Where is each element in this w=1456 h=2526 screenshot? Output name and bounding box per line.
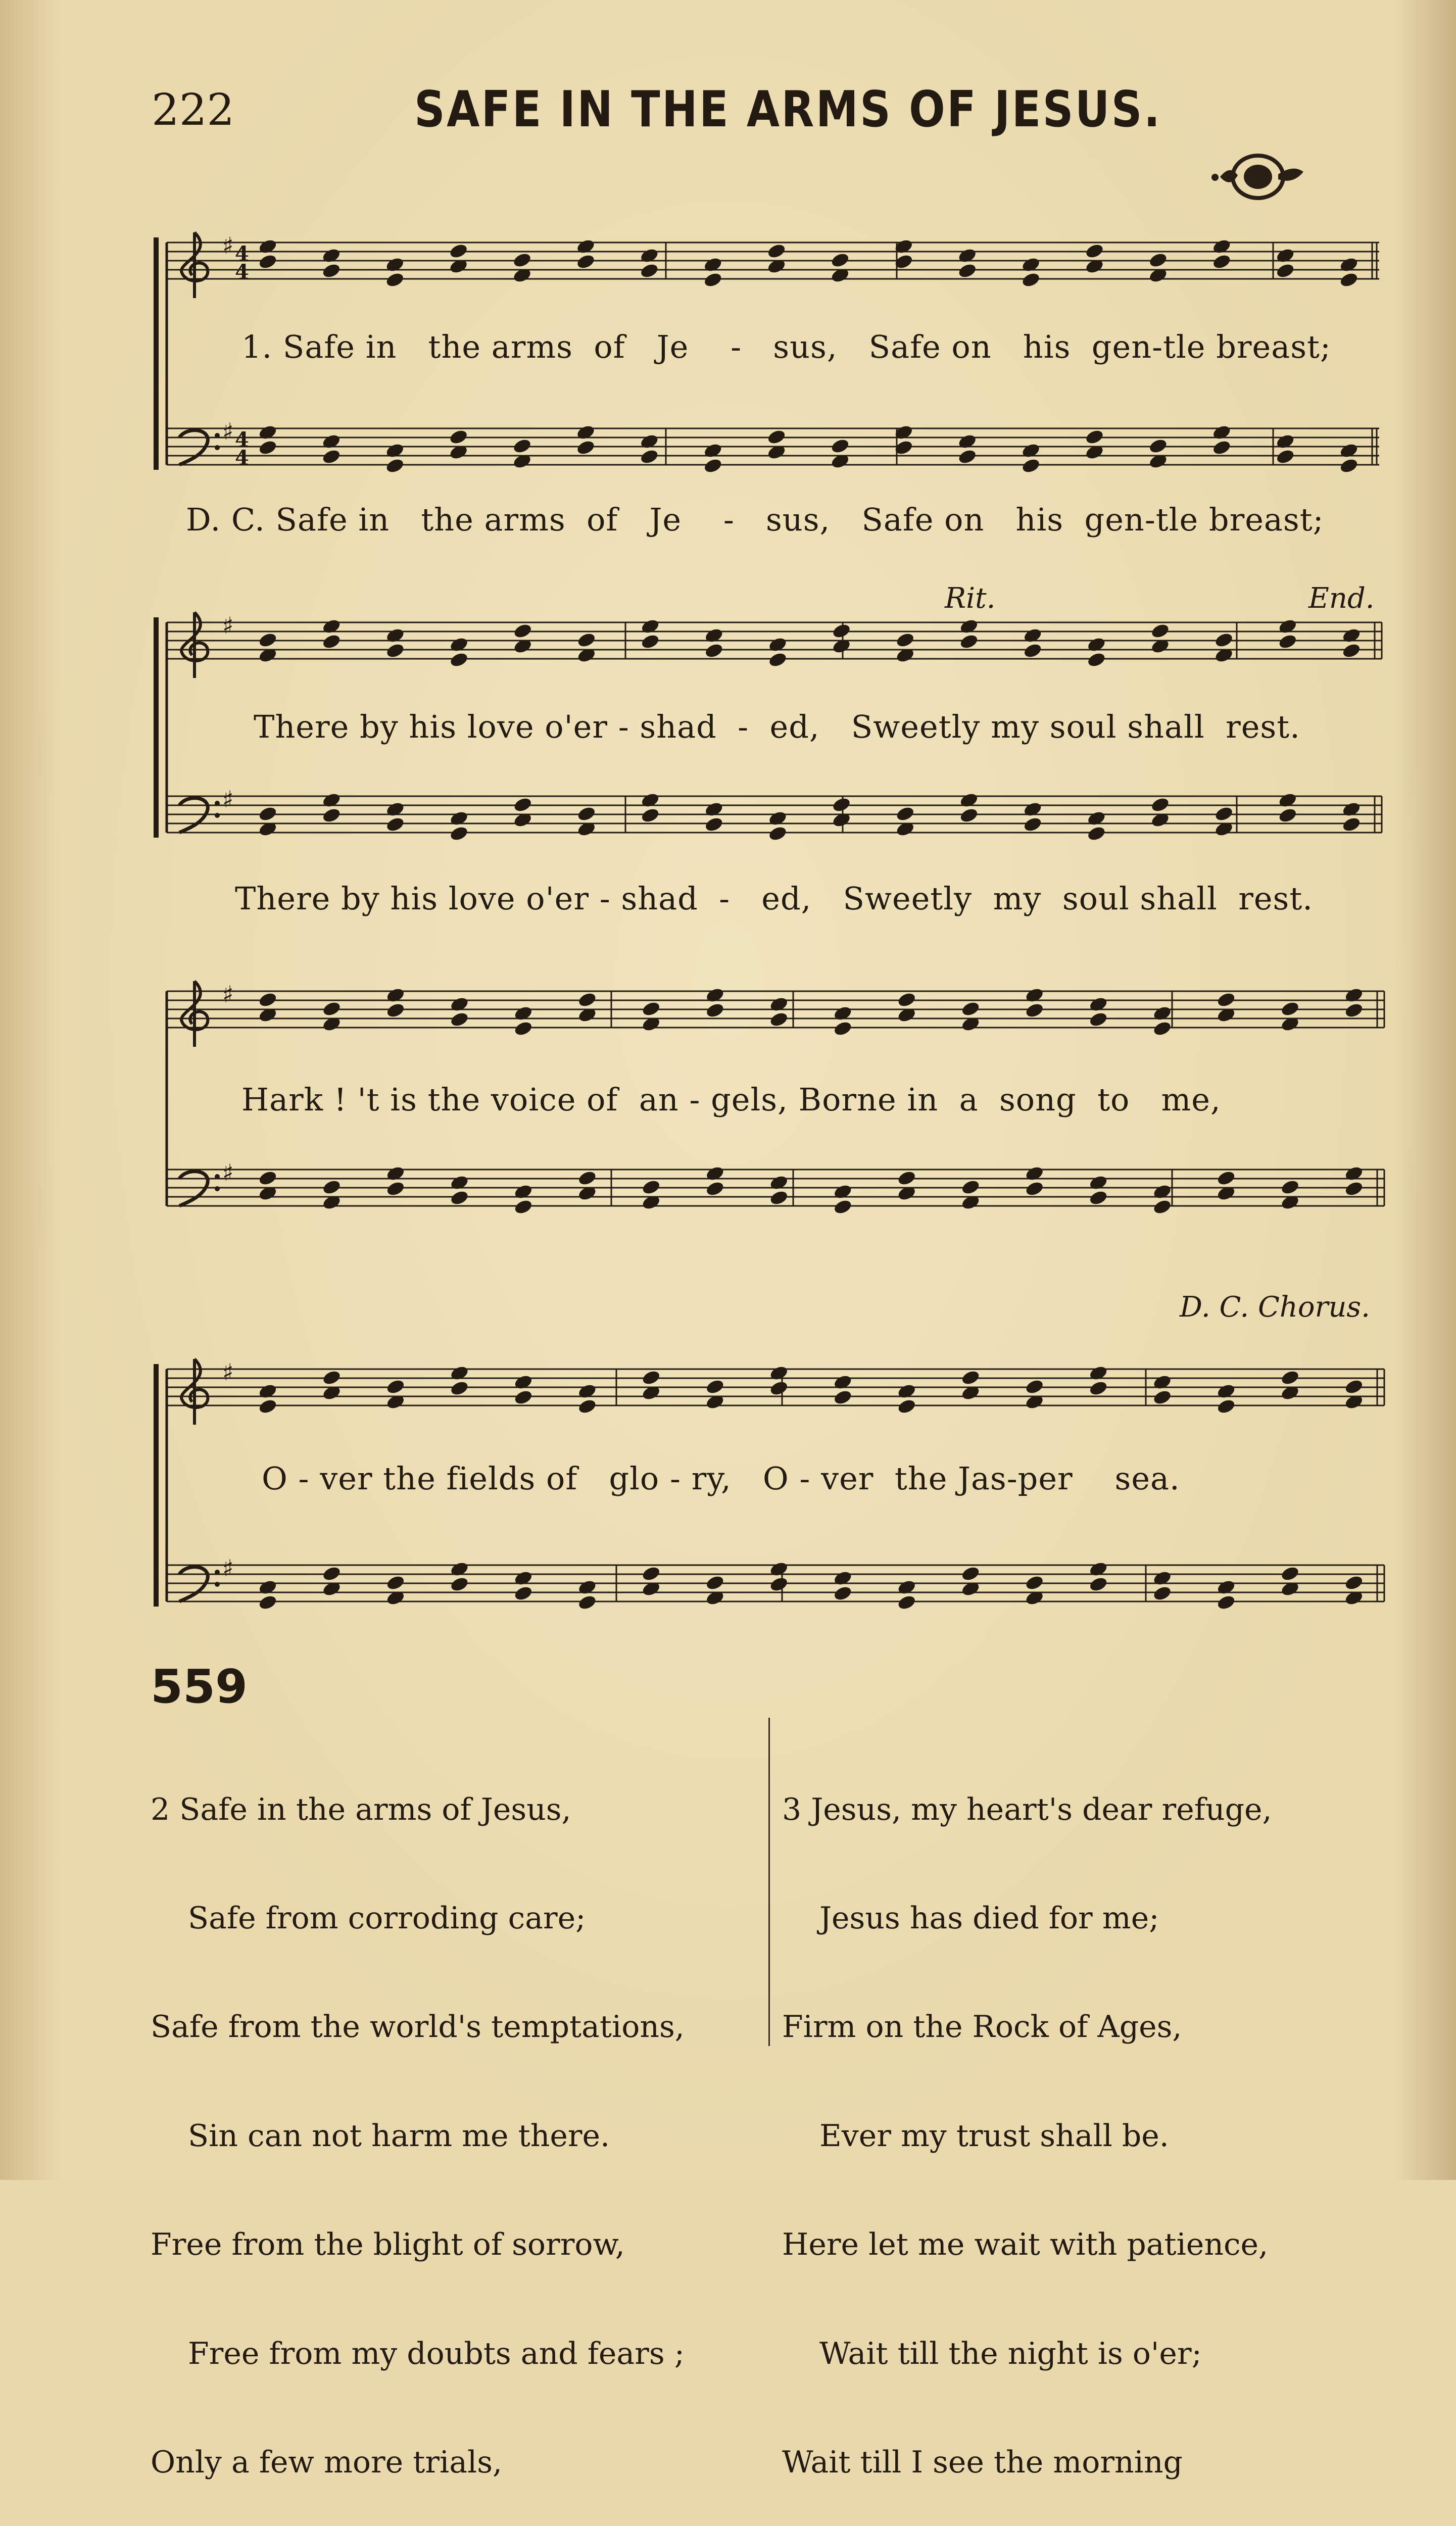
- sharp-sign: ♯: [222, 232, 234, 259]
- note-head: [576, 632, 597, 649]
- note-head: [1216, 991, 1236, 1008]
- note-head: [321, 433, 342, 450]
- note-head: [1341, 642, 1362, 659]
- note-head: [767, 636, 788, 653]
- note-head: [1216, 1579, 1236, 1596]
- note-head: [640, 807, 660, 824]
- bass-clef-icon: [179, 1567, 208, 1601]
- note-head: [703, 271, 723, 288]
- note-head: [385, 987, 406, 1004]
- note-head: [513, 796, 533, 813]
- note-head: [769, 1011, 789, 1028]
- note-head: [1025, 1002, 1045, 1019]
- note-head: [959, 618, 979, 635]
- note-head: [1211, 238, 1232, 255]
- note-head: [957, 448, 978, 465]
- bass-clef-icon: [179, 430, 208, 465]
- note-head: [704, 816, 724, 833]
- note-head: [957, 262, 978, 279]
- note-head: [258, 1383, 278, 1400]
- note-head: [895, 632, 915, 649]
- note-head: [385, 1002, 406, 1019]
- lyric-line-system1-bass: D. C. Safe in the arms of Je - sus, Safe on his gen-tle breast;: [186, 501, 1324, 538]
- note-head: [385, 1574, 406, 1591]
- note-head: [575, 439, 596, 456]
- note-head: [705, 1180, 725, 1197]
- note-head: [1278, 618, 1298, 635]
- sharp-sign: ♯: [222, 1159, 234, 1186]
- bass-clef-dot: [215, 1582, 220, 1587]
- note-head: [1341, 801, 1362, 818]
- note-head: [1280, 1369, 1300, 1386]
- note-head: [1150, 796, 1170, 813]
- note-head: [833, 1374, 853, 1391]
- note-head: [1021, 457, 1041, 474]
- bass-clef-dot: [215, 801, 220, 806]
- verse-line: Wait till I see the morning: [782, 2444, 1183, 2480]
- note-head: [577, 1383, 597, 1400]
- note-head: [1216, 1398, 1236, 1415]
- note-head: [258, 238, 278, 255]
- note-head: [1025, 1165, 1045, 1182]
- note-head: [1344, 1165, 1364, 1182]
- column-divider: [768, 1718, 770, 2046]
- note-head: [449, 651, 469, 668]
- bass-clef-icon: [179, 1172, 208, 1206]
- note-head: [959, 792, 979, 809]
- note-head: [321, 633, 342, 650]
- note-head: [1021, 442, 1041, 459]
- verse-line: Safe from corroding care;: [188, 1900, 586, 1936]
- note-head: [513, 1570, 533, 1587]
- bass-clef-icon: [179, 798, 208, 833]
- end-marking: End.: [1308, 582, 1375, 615]
- verse-line: Here let me wait with patience,: [782, 2227, 1269, 2263]
- note-head: [1152, 1374, 1173, 1391]
- note-head: [1152, 1020, 1173, 1037]
- note-head: [1025, 1574, 1045, 1591]
- note-head: [513, 1374, 533, 1391]
- note-head: [1086, 636, 1106, 653]
- note-head: [385, 1180, 406, 1197]
- note-head: [1084, 428, 1104, 446]
- note-head: [1216, 1170, 1236, 1187]
- note-head: [512, 438, 532, 455]
- note-head: [513, 1389, 533, 1406]
- note-head: [959, 633, 979, 650]
- note-head: [321, 247, 342, 264]
- note-head: [385, 1165, 406, 1182]
- note-head: [1152, 1585, 1173, 1602]
- note-head: [575, 238, 596, 255]
- note-head: [957, 433, 978, 450]
- note-head: [767, 810, 788, 827]
- note-head: [1275, 433, 1295, 450]
- note-head: [449, 636, 469, 653]
- system-brace: [154, 1364, 159, 1607]
- verse-line: Firm on the Rock of Ages,: [782, 2009, 1182, 2045]
- note-head: [512, 252, 532, 269]
- note-head: [1152, 1570, 1173, 1587]
- sharp-sign: ♯: [222, 981, 234, 1008]
- bass-clef-dot: [215, 1570, 220, 1575]
- note-head: [1344, 987, 1364, 1004]
- note-head: [385, 1378, 406, 1395]
- note-head: [513, 1585, 533, 1602]
- bass-clef-dot: [215, 813, 220, 818]
- note-head: [769, 1380, 789, 1397]
- note-head: [449, 1189, 469, 1206]
- note-head: [449, 242, 469, 260]
- bass-clef-dot: [215, 1174, 220, 1179]
- note-head: [513, 622, 533, 640]
- note-head: [960, 1000, 981, 1017]
- note-head: [321, 262, 342, 279]
- note-head: [1088, 996, 1108, 1013]
- ritardando-marking: Rit.: [945, 582, 996, 615]
- note-head: [1023, 642, 1043, 659]
- page-title: SAFE IN THE ARMS OF JESUS.: [414, 81, 1162, 138]
- note-head: [833, 1570, 853, 1587]
- bass-clef-dot: [215, 433, 220, 438]
- note-head: [321, 1369, 342, 1386]
- note-head: [1088, 1561, 1108, 1578]
- note-head: [1088, 1189, 1108, 1206]
- note-head: [1278, 792, 1298, 809]
- note-head: [897, 1398, 917, 1415]
- lyric-line-system3-treble: Hark ! 't is the voice of an - gels, Borne in a song to me,: [241, 1081, 1221, 1118]
- note-head: [769, 1576, 789, 1593]
- note-head: [1150, 622, 1170, 640]
- note-head: [897, 1170, 917, 1187]
- note-head: [1216, 1383, 1236, 1400]
- note-head: [576, 805, 597, 822]
- note-head: [321, 1565, 342, 1582]
- note-head: [1088, 1365, 1108, 1382]
- note-head: [957, 247, 978, 264]
- bass-clef-dot: [215, 445, 220, 450]
- lyric-line-system4-treble: O - ver the fields of glo - ry, O - ver the Jas-per sea.: [262, 1460, 1180, 1497]
- note-head: [1280, 1000, 1300, 1017]
- verse-line: 3 Jesus, my heart's dear refuge,: [782, 1791, 1272, 1827]
- note-head: [258, 1594, 278, 1611]
- note-head: [830, 438, 850, 455]
- note-head: [640, 792, 660, 809]
- note-head: [449, 1576, 469, 1593]
- note-head: [321, 1000, 342, 1017]
- note-head: [960, 1179, 981, 1196]
- note-head: [766, 242, 787, 260]
- note-head: [1021, 256, 1041, 273]
- note-head: [449, 996, 469, 1013]
- note-head: [449, 428, 469, 446]
- note-head: [577, 1594, 597, 1611]
- note-head: [639, 448, 659, 465]
- note-head: [575, 253, 596, 270]
- note-head: [513, 1020, 533, 1037]
- note-head: [833, 1198, 853, 1216]
- note-head: [769, 1561, 789, 1578]
- note-head: [258, 439, 278, 456]
- sharp-sign: ♯: [222, 1358, 234, 1386]
- note-head: [1088, 1380, 1108, 1397]
- note-head: [1339, 457, 1359, 474]
- note-head: [321, 618, 342, 635]
- note-head: [833, 1005, 853, 1022]
- note-head: [833, 1585, 853, 1602]
- note-head: [704, 801, 724, 818]
- note-head: [1086, 810, 1106, 827]
- note-head: [1280, 1565, 1300, 1582]
- note-head: [639, 433, 659, 450]
- hymn-number: 559: [151, 1660, 248, 1714]
- note-head: [1086, 651, 1106, 668]
- note-head: [258, 424, 278, 441]
- note-head: [449, 1174, 469, 1191]
- note-head: [1023, 627, 1043, 644]
- verse-line: Wait till the night is o'er;: [819, 2336, 1202, 2371]
- note-head: [703, 457, 723, 474]
- system-brace: [154, 617, 159, 838]
- lyric-line-system2-treble: There by his love o'er - shad - ed, Sweetly my soul shall rest.: [254, 708, 1300, 745]
- note-head: [960, 1565, 981, 1582]
- note-head: [577, 991, 597, 1008]
- note-head: [1152, 1198, 1173, 1216]
- note-head: [1025, 987, 1045, 1004]
- note-head: [321, 807, 342, 824]
- note-head: [1152, 1005, 1173, 1022]
- note-head: [577, 1170, 597, 1187]
- note-head: [641, 1179, 661, 1196]
- note-head: [258, 1398, 278, 1415]
- note-head: [1339, 271, 1359, 288]
- note-head: [1152, 1389, 1173, 1406]
- bass-clef-dot: [215, 1186, 220, 1191]
- note-head: [833, 1389, 853, 1406]
- note-head: [258, 632, 278, 649]
- note-head: [1275, 247, 1295, 264]
- verse-line: Free from the blight of sorrow,: [151, 2227, 625, 2263]
- note-head: [897, 1383, 917, 1400]
- sharp-sign: ♯: [222, 786, 234, 813]
- note-head: [703, 256, 723, 273]
- note-head: [1021, 271, 1041, 288]
- note-head: [769, 1365, 789, 1382]
- note-head: [449, 1011, 469, 1028]
- note-head: [703, 442, 723, 459]
- note-head: [1344, 1574, 1364, 1591]
- verse-3: [782, 1719, 1272, 2526]
- verse-line: 2 Safe in the arms of Jesus,: [151, 1791, 571, 1827]
- lyric-line-system1-treble: 1. Safe in the arms of Je - sus, Safe on his gen-tle breast;: [241, 328, 1331, 365]
- note-head: [1339, 442, 1359, 459]
- note-head: [1088, 1011, 1108, 1028]
- system-brace: [154, 237, 159, 470]
- note-head: [1214, 805, 1234, 822]
- note-head: [513, 1183, 533, 1200]
- note-head: [449, 1365, 469, 1382]
- note-head: [513, 1198, 533, 1216]
- verse-2: [151, 1719, 685, 2526]
- note-head: [1278, 633, 1298, 650]
- note-head: [1086, 825, 1106, 842]
- note-head: [1148, 438, 1168, 455]
- note-head: [258, 253, 278, 270]
- note-head: [449, 810, 469, 827]
- verse-line: Sin can not harm me there.: [188, 2118, 610, 2154]
- note-head: [1211, 424, 1232, 441]
- note-head: [1214, 632, 1234, 649]
- note-head: [766, 428, 787, 446]
- time-signature: 4: [235, 260, 249, 284]
- note-head: [1023, 801, 1043, 818]
- note-head: [1088, 1576, 1108, 1593]
- page-number: 222: [152, 85, 235, 135]
- note-head: [1344, 1180, 1364, 1197]
- note-head: [897, 1594, 917, 1611]
- note-head: [639, 247, 659, 264]
- note-head: [641, 1565, 661, 1582]
- note-head: [385, 816, 405, 833]
- note-head: [258, 1170, 278, 1187]
- note-head: [960, 1369, 981, 1386]
- note-head: [1216, 1594, 1236, 1611]
- verse-line: Free from my doubts and fears ;: [188, 2336, 685, 2371]
- note-head: [258, 1579, 278, 1596]
- note-head: [258, 805, 278, 822]
- note-head: [959, 807, 979, 824]
- note-head: [767, 825, 788, 842]
- note-head: [1088, 1174, 1108, 1191]
- note-head: [449, 1561, 469, 1578]
- note-head: [385, 801, 405, 818]
- note-head: [769, 1174, 789, 1191]
- note-head: [385, 627, 405, 644]
- note-head: [897, 991, 917, 1008]
- note-head: [1023, 816, 1043, 833]
- note-head: [704, 627, 724, 644]
- note-head: [1211, 439, 1232, 456]
- note-head: [769, 996, 789, 1013]
- note-head: [1025, 1378, 1045, 1395]
- note-head: [640, 633, 660, 650]
- sharp-sign: ♯: [222, 612, 234, 639]
- note-head: [1148, 252, 1168, 269]
- note-head: [832, 622, 852, 640]
- note-head: [640, 618, 660, 635]
- time-signature: 4: [235, 446, 249, 470]
- note-head: [641, 1369, 661, 1386]
- note-head: [1341, 627, 1362, 644]
- note-head: [641, 1000, 661, 1017]
- note-head: [321, 448, 342, 465]
- da-capo-chorus-marking: D. C. Chorus.: [1180, 1291, 1370, 1324]
- note-head: [449, 825, 469, 842]
- note-head: [705, 1165, 725, 1182]
- note-head: [577, 1579, 597, 1596]
- note-head: [1341, 816, 1362, 833]
- note-head: [705, 987, 725, 1004]
- note-head: [385, 457, 405, 474]
- note-head: [895, 805, 915, 822]
- note-head: [385, 642, 405, 659]
- note-head: [1344, 1378, 1364, 1395]
- note-head: [1344, 1002, 1364, 1019]
- verse-line: Only a few more trials,: [151, 2444, 503, 2480]
- note-head: [833, 1183, 853, 1200]
- note-head: [769, 1189, 789, 1206]
- note-head: [639, 262, 659, 279]
- verse-line: Safe from the world's temptations,: [151, 2009, 685, 2045]
- verse-line: Ever my trust shall be.: [819, 2118, 1169, 2154]
- note-head: [449, 1380, 469, 1397]
- note-head: [385, 271, 405, 288]
- note-head: [321, 1179, 342, 1196]
- note-head: [1084, 242, 1104, 260]
- note-head: [1152, 1183, 1173, 1200]
- note-head: [1278, 807, 1298, 824]
- note-head: [705, 1574, 725, 1591]
- note-head: [704, 642, 724, 659]
- time-signature: 4: [235, 242, 249, 266]
- note-head: [705, 1002, 725, 1019]
- lyric-line-system2-bass: There by his love o'er - shad - ed, Sweetly my soul shall rest.: [235, 880, 1313, 917]
- note-head: [575, 424, 596, 441]
- verse-line: Jesus has died for me;: [819, 1900, 1159, 1936]
- note-head: [1339, 256, 1359, 273]
- note-head: [321, 792, 342, 809]
- note-head: [1275, 262, 1295, 279]
- note-head: [1211, 253, 1232, 270]
- note-head: [385, 256, 405, 273]
- note-head: [513, 1005, 533, 1022]
- note-head: [897, 1579, 917, 1596]
- sharp-sign: ♯: [222, 1555, 234, 1582]
- note-head: [385, 442, 405, 459]
- note-head: [705, 1378, 725, 1395]
- note-head: [1025, 1180, 1045, 1197]
- note-head: [1280, 1179, 1300, 1196]
- note-head: [832, 796, 852, 813]
- note-head: [767, 651, 788, 668]
- note-head: [258, 991, 278, 1008]
- time-signature: 4: [235, 428, 249, 452]
- note-head: [577, 1398, 597, 1415]
- sharp-sign: ♯: [222, 418, 234, 445]
- note-head: [833, 1020, 853, 1037]
- note-head: [830, 252, 850, 269]
- note-head: [1275, 448, 1295, 465]
